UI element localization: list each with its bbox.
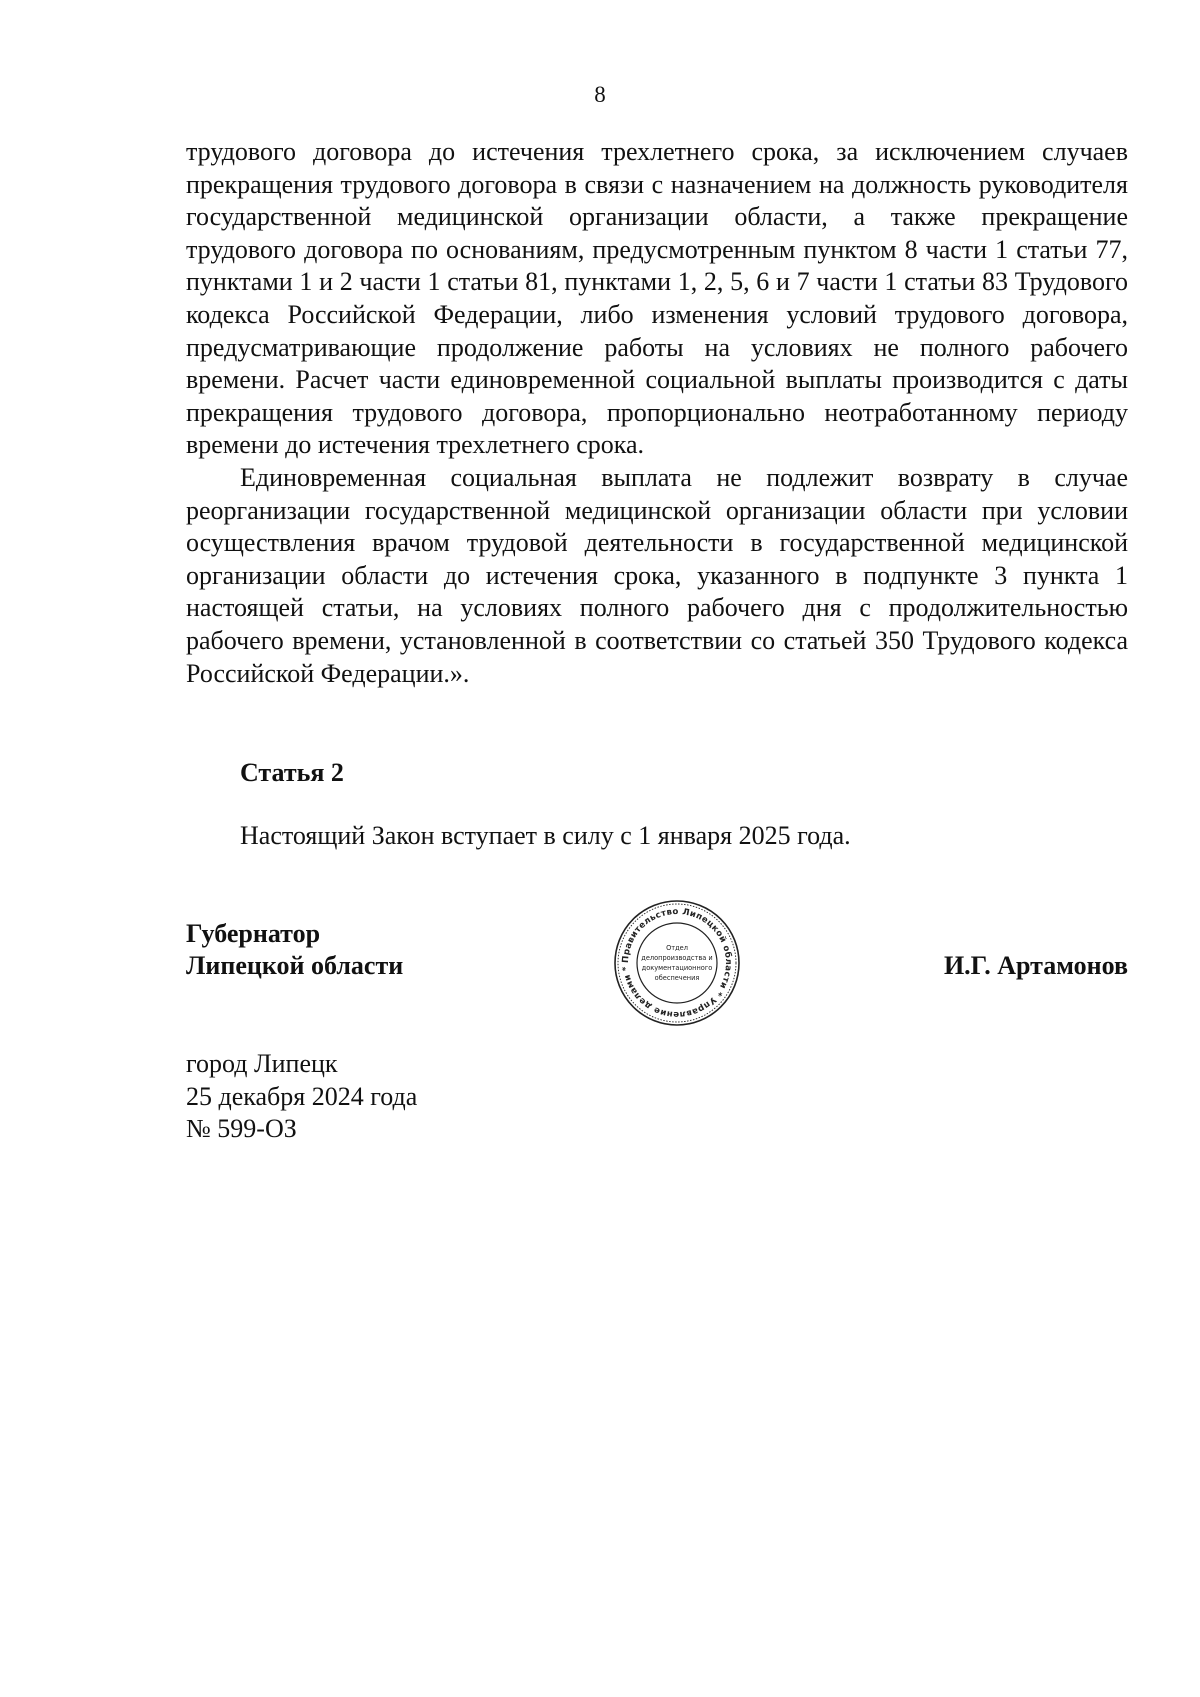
city: город Липецк [186,1049,338,1078]
paragraph-refund-exception: Единовременная социальная выплата не подлежит возврату в случае реорганизации государственной медицинской организации области при условии осуществления врачом трудовой деятельности в государственной медицинской организации области до истечения срока, указанного в подпункте 3 пункта 1 настоящей статьи, на условиях полного рабочего дня с продолжительностью рабочего времени, установленной в соответствии со статьей 350 Трудового кодекса Российской Федерации.». [186,462,1128,688]
stamp-inner-line-2: делопроизводства и [641,954,713,962]
date: 25 декабря 2024 года [186,1081,418,1111]
signer-title-line-1: Губернатор [186,919,321,948]
signer-title [186,918,403,982]
stamp-inner-line-4: обеспечения [654,974,700,982]
stamp-outer-text: Правительство Липецкой области * Управление делами * [620,906,734,1020]
stamp-inner-line-1: Отдел [666,944,688,952]
article-heading: Статья 2 [240,758,344,787]
article-text: Настоящий Закон вступает в силу с 1 января 2025 года. [240,821,851,850]
signer-title-line-2: Липецкой области [186,951,404,980]
body-text [186,136,1128,690]
signer-name: И.Г. Артамонов [943,951,1128,980]
place-date-number [186,1048,417,1146]
page-number: 8 [594,82,606,107]
stamp-inner-line-3: документационного [641,964,713,972]
paragraph-continuation: трудового договора до истечения трехлетнего срока, за исключением случаев прекращения трудового договора в связи с назначением на должность руководителя государственной медицинской организации области, а также прекращение трудового договора по основаниям, предусмотренным пунктом 8 части 1 статьи 77, пунктами 1 и 2 части 1 статьи 81, пунктами 1, 2, 5, 6 и 7 части 1 статьи 83 Трудового кодекса Российской Федерации, либо изменения условий трудового договора, предусматривающие продолжение работы на условиях не полного рабочего времени. Расчет части единовременной социальной выплаты производится с даты прекращения трудового договора, пропорционально неотработанному периоду времени до истечения трехлетнего срока. [186,137,1128,460]
official-stamp [612,898,742,1028]
law-number: № 599-ОЗ [186,1114,297,1143]
